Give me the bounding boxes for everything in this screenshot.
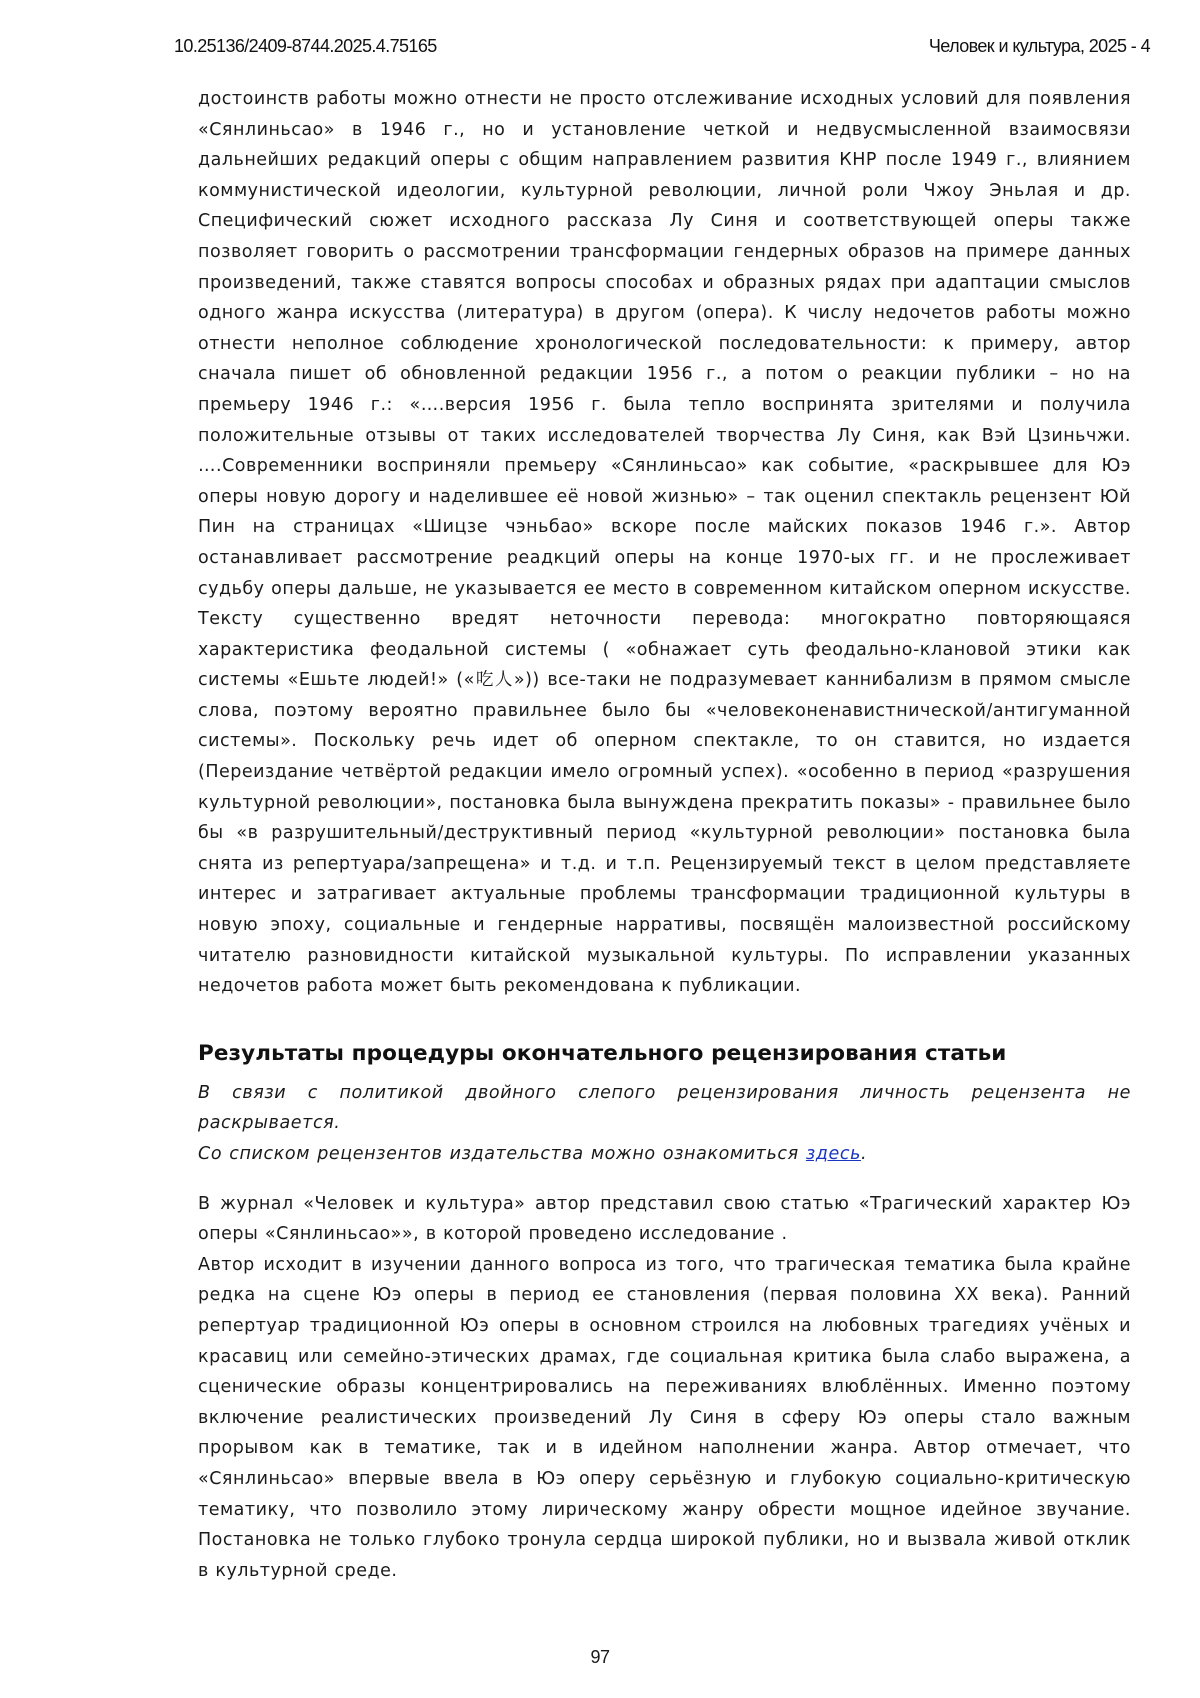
reviewers-list-note [198, 1139, 1131, 1170]
doi-label: 10.25136/2409-8744.2025.4.75165 [174, 36, 437, 56]
page-number: 97 [590, 1647, 610, 1667]
final-review-paragraph: Автор исходит в изучении данного вопроса из того, что трагическая тематика была крайне редка на сцене Юэ оперы в период ее становления (первая половина XX века). Ранний репертуар традиционной Юэ оперы в основном строился на любовных трагедиях учёных и красавиц или семейно-этических драмах, где социальная критика была слабо выражена, а сценические образы концентрировались на переживаниях влюблённых. Именно поэтому включение реалистических произведений Лу Синя в сферу Юэ оперы стало важным прорывом как в тематике, так и в идейном наполнении жанра. Автор отмечает, что «Сянлиньсао» впервые ввела в Юэ оперу серьёзную и глубокую социально-критическую тематику, что позволило этому лирическому жанру обрести мощное идейное звучание. Постановка не только глубоко тронула сердца широкой публики, но и вызвала живой отклик в культурной среде. [198, 1254, 1131, 1581]
reviewers-note-text: Со списком рецензентов издательства можно ознакомиться [198, 1144, 806, 1164]
journal-title: Человек и культура, 2025 - 4 [928, 36, 1150, 56]
section-heading: Результаты процедуры окончательного рецензирования статьи [198, 1040, 1007, 1066]
final-review-intro: В журнал «Человек и культура» автор представил свою статью «Трагический характер Юэ оперы «Сянлиньсао»», в которой проведено исследование . [198, 1193, 1131, 1245]
page-content [198, 84, 1131, 1586]
running-header [174, 36, 1150, 62]
review-paragraph: достоинств работы можно отнести не просто отслеживание исходных условий для появления «Сянлиньсао» в 1946 г., но и установление четкой и недвусмысленной взаимосвязи дальнейших редакций оперы с общим направлением развития КНР после 1949 г., влиянием коммунистической идеологии, культурной революции, личной роли Чжоу Эньлая и др. Специфический сюжет исходного рассказа Лу Синя и соответствующей оперы также позволяет говорить о рассмотрении трансформации гендерных образов на примере данных произведений, также ставятся вопросы способах и образных рядах при адаптации смыслов одного жанра искусства (литература) в другом (опера). К числу недочетов работы можно отнести неполное соблюдение хронологической последовательности: к примеру, автор сначала пишет об обновленной редакции 1956 г., а потом о реакции публики – но на премьеру 1946 г.: «….версия 1956 г. была тепло воспринята зрителями и получила положительные отзывы от таких исследователей творчества Лу Синя, как Вэй Цзиньчжи. ….Современники восприняли премьеру «Сянлиньсао» как событие, «раскрывшее для Юэ оперы новую дорогу и наделившее её новой жизнью» – так оценил спектакль рецензент Юй Пин на страницах «Шицзе чэньбао» вскоре после майских показов 1946 г.». Автор останавливает рассмотрение реадкций оперы на конце 1970-ых гг. и не прослеживает судьбу оперы дальше, не указывается ее место в современном китайском оперном искусстве. Тексту существенно вредят неточности перевода: многократно повторяющаяся характеристика феодальной системы ( «обнажает суть феодально-клановой этики как системы «Ешьте людей!» («吃人»)) все-таки не подразумевает каннибализм в прямом смысле слова, поэтому вероятно правильнее было бы «человеконенавистнической/антигуманной системы». Поскольку речь идет об оперном спектакле, то он ставится, но издается (Переиздание четвёртой редакции имело огромный успех). «особенно в период «разрушения культурной революции», постановка была вынуждена прекратить показы» - правильнее было бы «в разрушительный/деструктивный период «культурной революции» постановка была снята из репертуара/запрещена» и т.д. и т.п. Рецензируемый текст в целом представляете интерес и затрагивает актуальные проблемы трансформации традиционной культуры в новую эпоху, социальные и гендерные нарративы, посвящён малоизвестной российскому читателю разновидности китайской музыкальной культуры. По исправлении указанных недочетов работа может быть рекомендована к публикации. [198, 89, 1131, 997]
anonymity-note: В связи с политикой двойного слепого рецензирования личность рецензента не раскрывается. [198, 1082, 1131, 1134]
spacer [198, 1170, 1131, 1189]
reviewers-note-period: . [861, 1144, 868, 1164]
reviewers-list-link[interactable]: здесь [805, 1144, 861, 1164]
